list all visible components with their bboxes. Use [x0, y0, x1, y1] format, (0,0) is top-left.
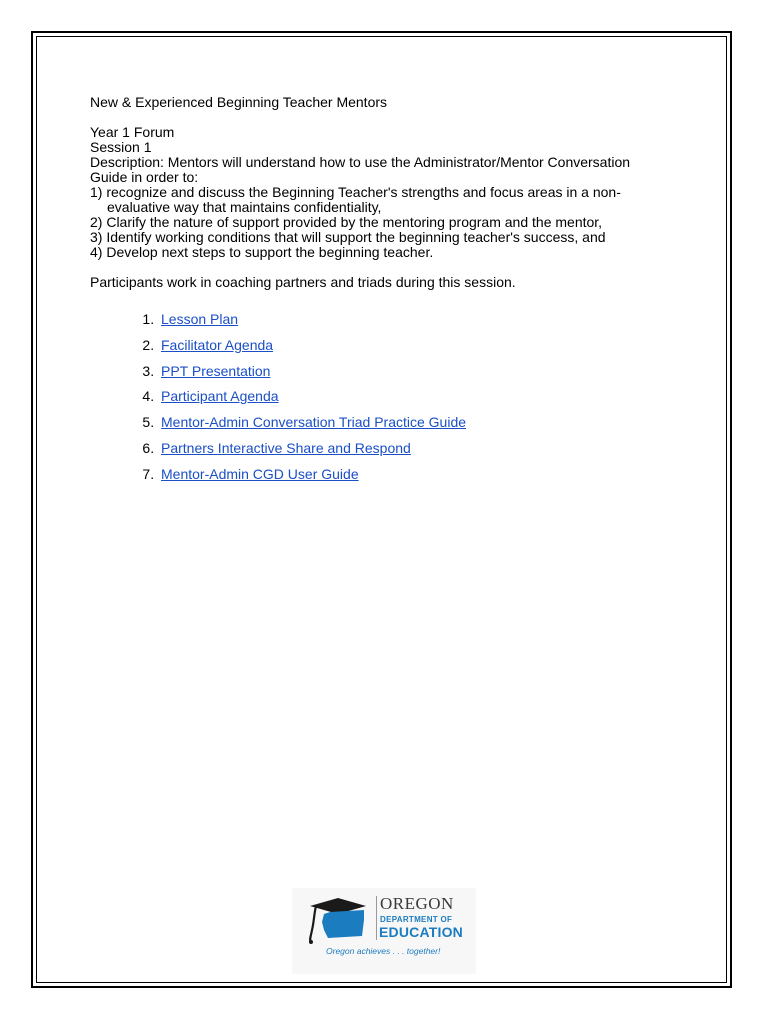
list-item	[158, 338, 690, 353]
link-triad-practice-guide[interactable]: Mentor-Admin Conversation Triad Practice Guide	[161, 414, 467, 431]
objective-1-line-2: evaluative way that maintains confidentiality,	[107, 199, 382, 215]
list-item	[158, 312, 690, 327]
oregon-education-logo	[292, 888, 476, 974]
link-ppt-presentation[interactable]: PPT Presentation	[161, 362, 271, 379]
logo-department-text: DEPARTMENT OF	[380, 915, 453, 924]
participants-note: Participants work in coaching partners and triads during this session.	[90, 274, 516, 290]
document-title: New & Experienced Beginning Teacher Mentors	[90, 94, 388, 110]
list-item	[158, 467, 690, 482]
link-cgd-user-guide[interactable]: Mentor-Admin CGD User Guide	[161, 465, 359, 482]
document-body	[90, 95, 690, 493]
description-line-2: Guide in order to:	[90, 169, 199, 185]
list-item	[158, 389, 690, 404]
list-item	[158, 415, 690, 430]
logo-oregon-text: OREGON	[380, 894, 454, 913]
link-facilitator-agenda[interactable]: Facilitator Agenda	[161, 336, 274, 353]
objective-3: 3) Identify working conditions that will support the beginning teacher's success, and	[90, 229, 606, 245]
objective-4: 4) Develop next steps to support the beginning teacher.	[90, 244, 434, 260]
session-label: Session 1	[90, 139, 152, 155]
objective-1-line-1: 1) recognize and discuss the Beginning Teacher's strengths and focus areas in a non-	[90, 184, 621, 200]
logo-divider	[376, 896, 377, 940]
logo-education-text: EDUCATION	[379, 924, 463, 940]
list-item	[158, 364, 690, 379]
link-lesson-plan[interactable]: Lesson Plan	[161, 311, 239, 327]
resource-link-list	[90, 312, 690, 482]
list-item	[158, 441, 690, 456]
logo-tagline: Oregon achieves . . . together!	[326, 946, 441, 956]
link-participant-agenda[interactable]: Participant Agenda	[161, 388, 279, 405]
oregon-graduation-cap-icon	[308, 896, 370, 946]
forum-label: Year 1 Forum	[90, 124, 175, 140]
objective-2: 2) Clarify the nature of support provided by the mentoring program and the mentor,	[90, 214, 603, 230]
description-line-1: Description: Mentors will understand how to use the Administrator/Mentor Conversation	[90, 154, 631, 170]
link-partners-share-respond[interactable]: Partners Interactive Share and Respond	[161, 439, 411, 456]
